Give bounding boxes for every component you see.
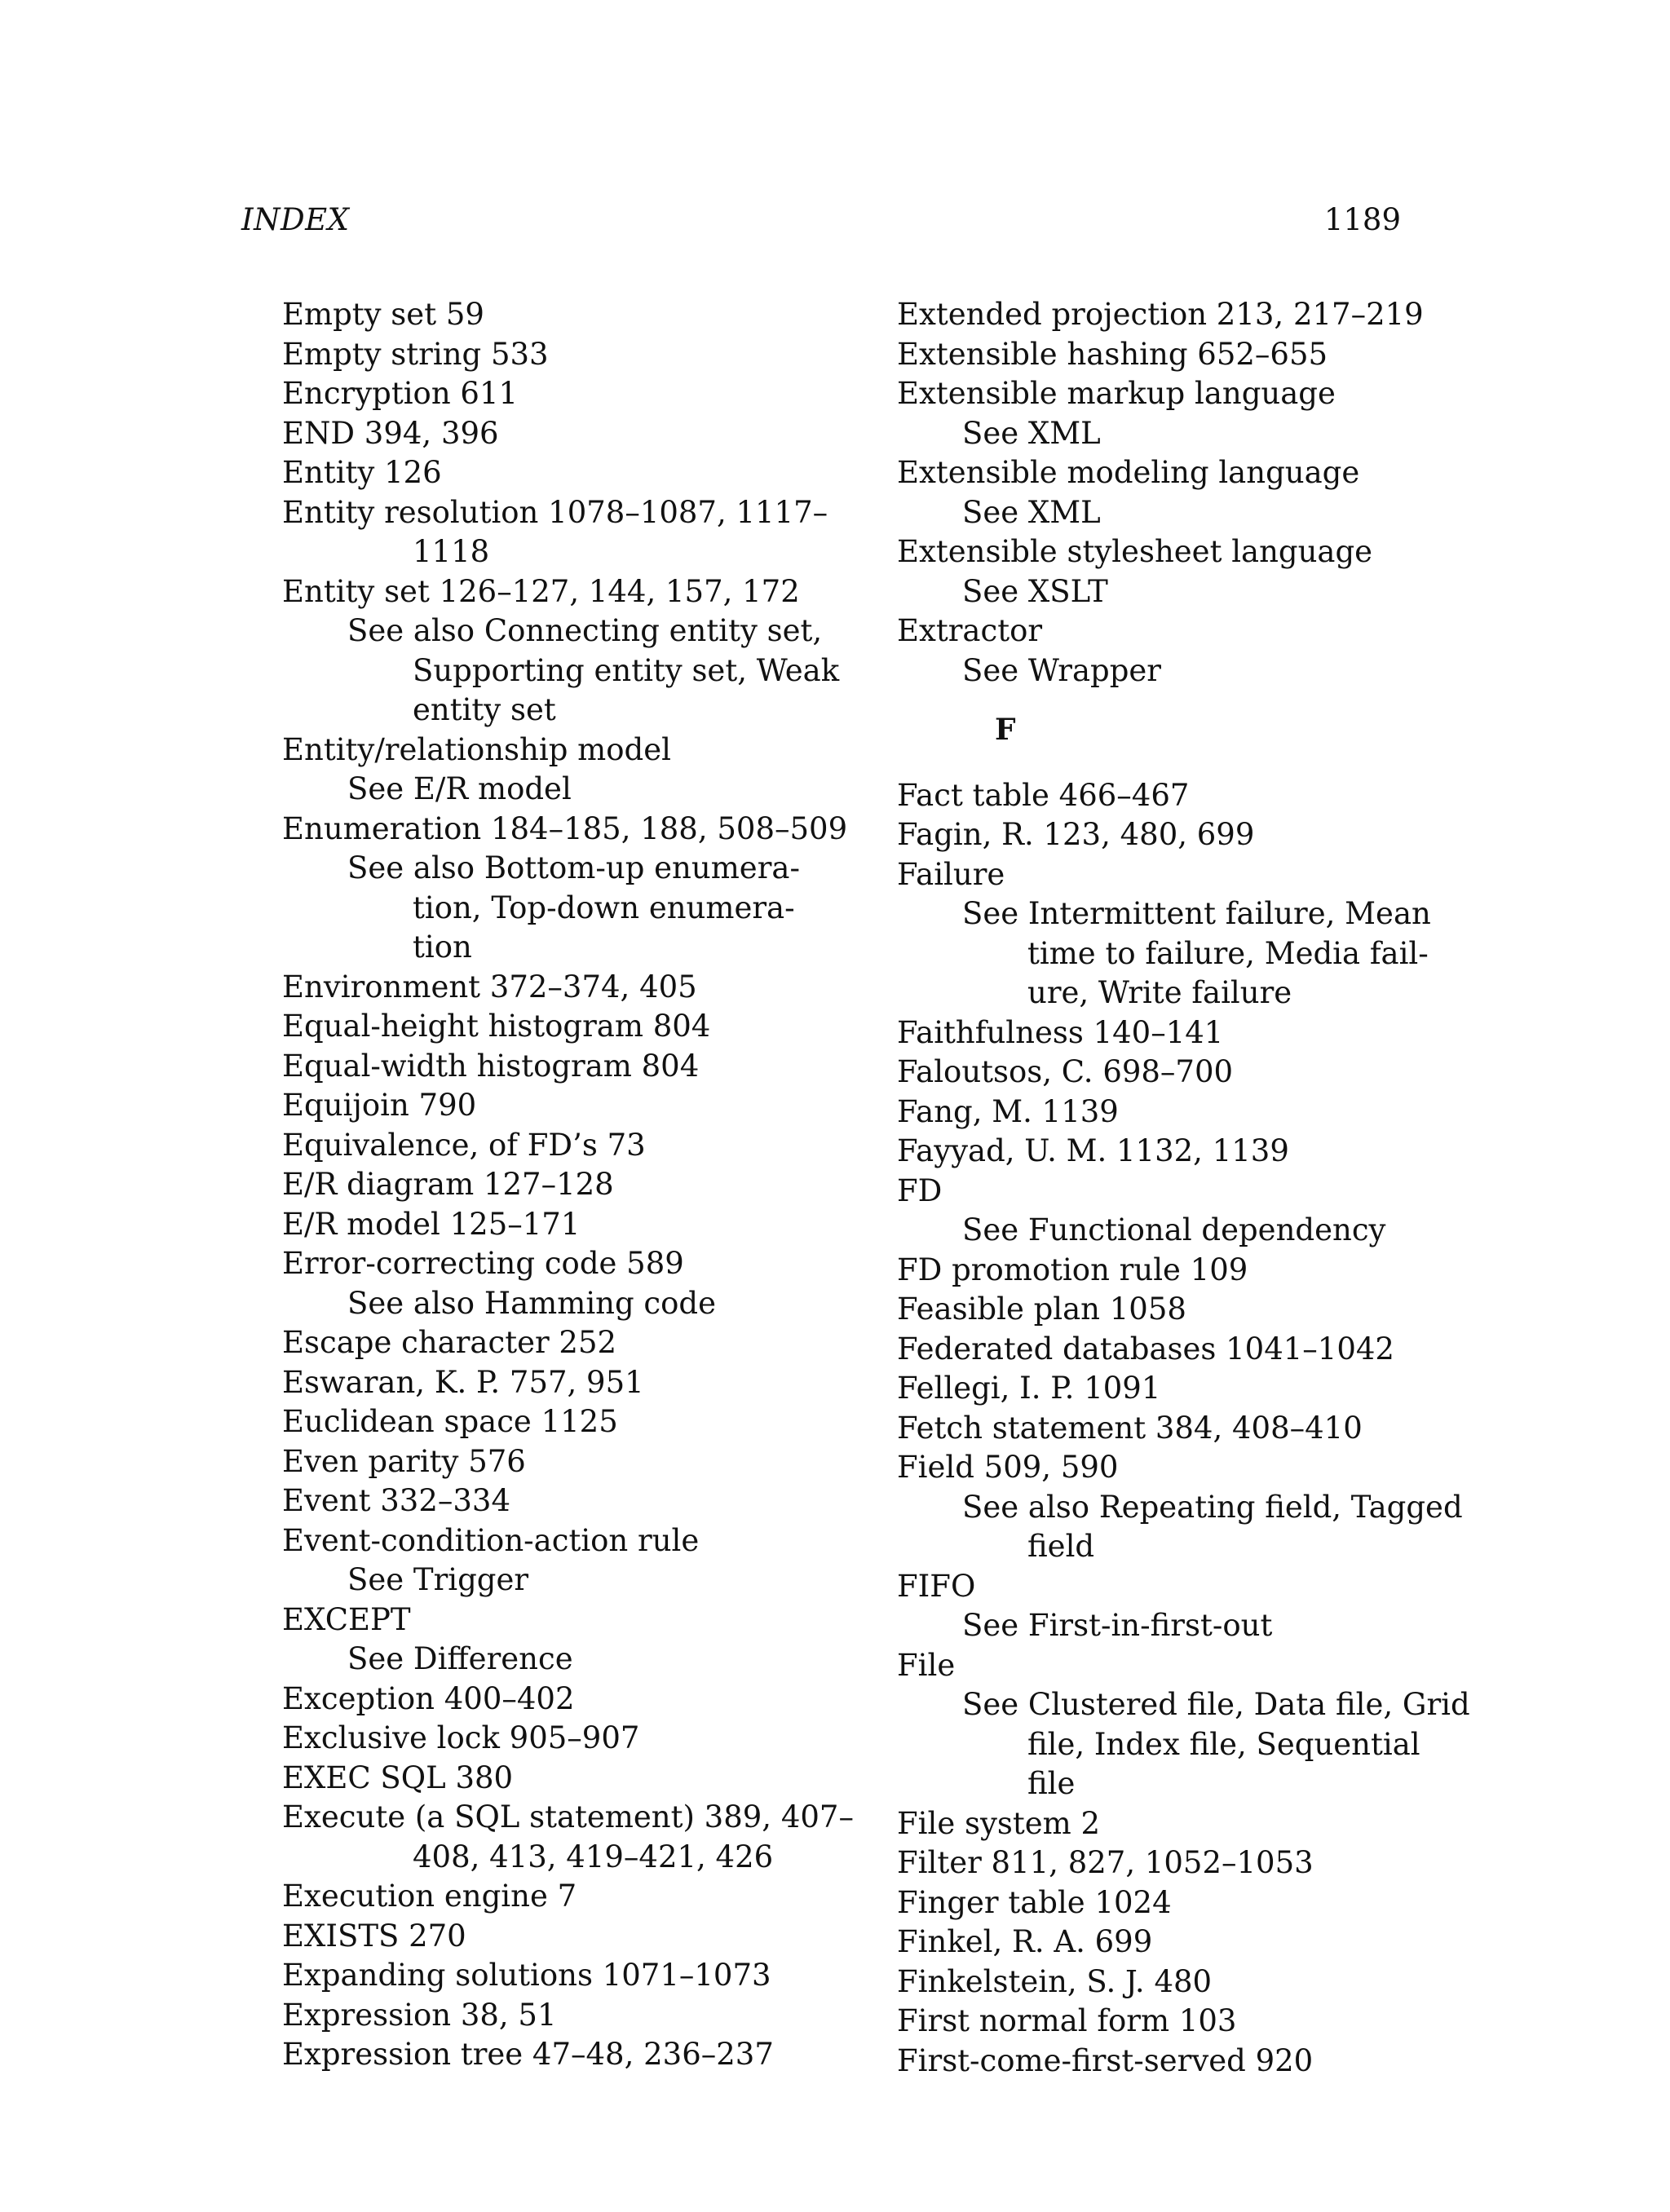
index-column-right bbox=[897, 295, 1470, 2081]
index-subentry: See Clustered file, Data file, Grid bbox=[962, 1687, 1470, 1722]
index-entry: Fact table 466–467 bbox=[897, 777, 1190, 813]
index-entry: Enumeration 184–185, 188, 508–509 bbox=[282, 810, 848, 846]
running-head bbox=[0, 202, 1670, 251]
index-subentry: See Functional dependency bbox=[962, 1212, 1386, 1247]
index-entry: EXCEPT bbox=[282, 1601, 411, 1637]
index-subentry: time to failure, Media fail- bbox=[1027, 935, 1429, 971]
index-entry: Entity/relationship model bbox=[282, 731, 671, 767]
index-entry: Fetch statement 384, 408–410 bbox=[897, 1410, 1363, 1446]
index-subentry: Supporting entity set, Weak bbox=[413, 652, 840, 688]
index-subentry: entity set bbox=[413, 692, 556, 727]
index-entry: Execute (a SQL statement) 389, 407– bbox=[282, 1799, 854, 1835]
index-entry: Finkelstein, S. J. 480 bbox=[897, 1963, 1213, 1999]
index-entry: Field 509, 590 bbox=[897, 1450, 1119, 1485]
index-entry: Finkel, R. A. 699 bbox=[897, 1924, 1153, 1959]
index-entry: First-come-first-served 920 bbox=[897, 2042, 1314, 2078]
index-entry: Execution engine 7 bbox=[282, 1879, 577, 1914]
index-subentry: tion, Top-down enumera- bbox=[413, 890, 795, 925]
index-subentry: See also Bottom-up enumera- bbox=[347, 850, 800, 885]
index-subentry: See Intermittent failure, Mean bbox=[962, 896, 1431, 931]
index-entry: Empty string 533 bbox=[282, 336, 549, 372]
index-subentry: See Wrapper bbox=[962, 652, 1161, 688]
index-entry: Equivalence, of FD’s 73 bbox=[282, 1127, 646, 1163]
index-entries-right-bottom bbox=[897, 776, 1470, 2082]
index-subentry: See also Repeating field, Tagged bbox=[962, 1489, 1463, 1525]
index-entry: Fellegi, I. P. 1091 bbox=[897, 1371, 1161, 1406]
index-subentry: See also Hamming code bbox=[347, 1285, 717, 1321]
index-entry: Feasible plan 1058 bbox=[897, 1291, 1186, 1327]
index-entry: Event 332–334 bbox=[282, 1483, 511, 1518]
index-entry: Exclusive lock 905–907 bbox=[282, 1720, 640, 1755]
index-entry: Empty set 59 bbox=[282, 297, 484, 332]
index-subentry: tion bbox=[413, 929, 472, 965]
index-entry: Escape character 252 bbox=[282, 1325, 617, 1360]
index-entry: Finger table 1024 bbox=[897, 1884, 1172, 1920]
index-entry: Expanding solutions 1071–1073 bbox=[282, 1958, 771, 1993]
index-entry: Faithfulness 140–141 bbox=[897, 1014, 1224, 1050]
index-entry: Entity 126 bbox=[282, 455, 442, 490]
index-entry: E/R diagram 127–128 bbox=[282, 1167, 614, 1202]
index-entry: FD promotion rule 109 bbox=[897, 1252, 1248, 1287]
index-subentry: See XML bbox=[962, 415, 1101, 451]
index-entry: First normal form 103 bbox=[897, 2003, 1237, 2038]
index-entry: Equijoin 790 bbox=[282, 1088, 477, 1123]
page-number: 1189 bbox=[1323, 202, 1401, 237]
index-subentry: See First-in-first-out bbox=[962, 1608, 1273, 1643]
index-subentry: See Difference bbox=[347, 1641, 573, 1676]
index-subentry: See also Connecting entity set, bbox=[347, 613, 823, 648]
index-entry: Exception 400–402 bbox=[282, 1680, 575, 1716]
index-subentry: file, Index file, Sequential bbox=[1027, 1726, 1420, 1762]
index-subentry: See XML bbox=[962, 494, 1101, 530]
index-entry: Extensible markup language bbox=[897, 376, 1336, 411]
index-subentry: See Trigger bbox=[347, 1562, 529, 1597]
index-subentry: file bbox=[1027, 1766, 1076, 1801]
index-entry: Encryption 611 bbox=[282, 376, 519, 411]
index-entry: Fagin, R. 123, 480, 699 bbox=[897, 817, 1255, 852]
index-entry: E/R model 125–171 bbox=[282, 1206, 581, 1242]
index-entry: Failure bbox=[897, 856, 1005, 892]
page-title: INDEX bbox=[241, 202, 350, 237]
index-entry: EXEC SQL 380 bbox=[282, 1759, 514, 1795]
index-entry: Event-condition-action rule bbox=[282, 1522, 700, 1558]
index-entry: File bbox=[897, 1647, 956, 1683]
index-column-left bbox=[282, 295, 854, 2075]
index-subentry: ure, Write failure bbox=[1027, 975, 1292, 1010]
index-entry: Euclidean space 1125 bbox=[282, 1404, 618, 1439]
index-entry: Extensible modeling language bbox=[897, 455, 1360, 490]
index-entry: Fayyad, U. M. 1132, 1139 bbox=[897, 1133, 1289, 1168]
index-entry: Error-correcting code 589 bbox=[282, 1246, 684, 1281]
index-subentry: 1118 bbox=[413, 534, 490, 569]
index-entry: Equal-width histogram 804 bbox=[282, 1048, 700, 1084]
index-entry: Environment 372–374, 405 bbox=[282, 969, 697, 1004]
index-entry: FIFO bbox=[897, 1568, 976, 1604]
index-entry: FD bbox=[897, 1172, 943, 1208]
index-entry: Entity set 126–127, 144, 157, 172 bbox=[282, 573, 800, 609]
index-subentry: See E/R model bbox=[347, 771, 572, 806]
index-entry: Eswaran, K. P. 757, 951 bbox=[282, 1364, 644, 1400]
index-entry: Extended projection 213, 217–219 bbox=[897, 297, 1424, 332]
index-entry: Expression 38, 51 bbox=[282, 1997, 557, 2033]
index-entry: Expression tree 47–48, 236–237 bbox=[282, 2037, 774, 2072]
index-entry: File system 2 bbox=[897, 1805, 1101, 1841]
index-entry: Faloutsos, C. 698–700 bbox=[897, 1054, 1234, 1089]
index-entry: Extractor bbox=[897, 613, 1043, 648]
index-entry: Filter 811, 827, 1052–1053 bbox=[897, 1845, 1314, 1880]
index-subentry: field bbox=[1027, 1529, 1095, 1564]
index-entry: Entity resolution 1078–1087, 1117– bbox=[282, 494, 828, 530]
index-subentry: See XSLT bbox=[962, 573, 1108, 609]
index-subentry: 408, 413, 419–421, 426 bbox=[413, 1839, 774, 1874]
index-entry: Fang, M. 1139 bbox=[897, 1093, 1119, 1129]
index-entry: Federated databases 1041–1042 bbox=[897, 1331, 1394, 1366]
index-entry: Extensible hashing 652–655 bbox=[897, 336, 1328, 372]
index-entry: EXISTS 270 bbox=[282, 1918, 466, 1954]
index-entry: END 394, 396 bbox=[282, 415, 499, 451]
index-entries-right-top bbox=[897, 295, 1435, 691]
index-entry: Equal-height histogram 804 bbox=[282, 1009, 711, 1044]
index-entry: Even parity 576 bbox=[282, 1443, 526, 1479]
section-letter-heading: F bbox=[995, 713, 1016, 747]
index-entry: Extensible stylesheet language bbox=[897, 534, 1373, 569]
